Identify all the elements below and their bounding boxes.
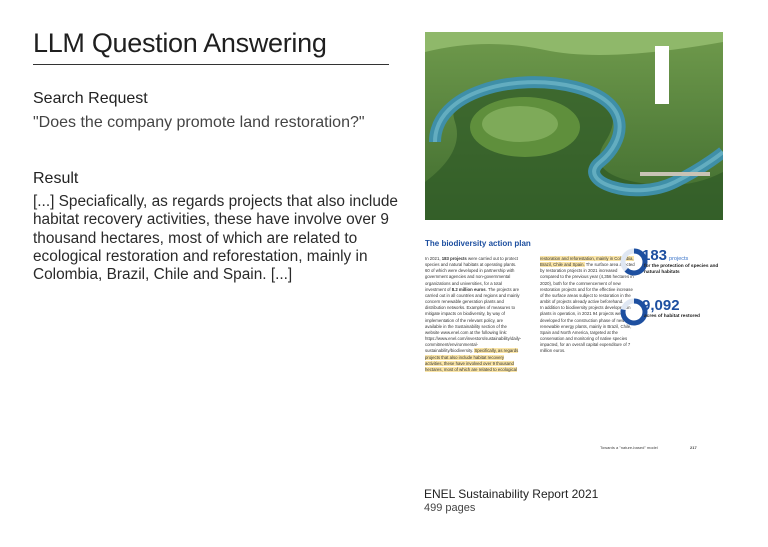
search-request-label: Search Request (33, 90, 148, 107)
search-query-text: "Does the company promote land restoration?" (33, 114, 365, 131)
document-footer-text: Towards a "nature-based" model (600, 445, 658, 450)
report-page-count: 499 pages (424, 502, 476, 514)
document-page-number: 217 (690, 445, 697, 450)
title-divider (33, 64, 389, 65)
result-text: [...] Speciafically, as regards projects that also include habitat recovery activities, these have involve over 9 thousand hectares, most of which are related to ecological restoration and reforestation, mainly in Colombia, Brazil, Chile and Spain. [...] (33, 193, 398, 284)
stat-hectares (620, 298, 730, 338)
document-section-heading: The biodiversity action plan (425, 239, 531, 248)
stat-number: 183 projects (642, 247, 689, 264)
stat-caption: for the protection of species and natural habitats (644, 264, 719, 275)
report-title[interactable]: ENEL Sustainability Report 2021 (424, 487, 599, 501)
document-column-2: restoration and reforestation, mainly in Colombia, Brazil, Chile and Spain. The surface area affected by restoration projects in 2021 increased compared to the previous year (4,356 hectares in 2020), both for the commencement of new restoration projects and for the effective increase of the surface areas subject to restoration in the ambit of projects already active beforehand. In addition to biodiversity projects developed on plants in operation, in 2021 94 projects were developed for the construction phase of new renewable energy plants, mainly in Brazil, Chile, Spain and North America, targeted at the conservation and monitoring of native species impacted, for an overall capital expenditure of 7 million euros. (540, 256, 635, 354)
river-landscape-photo (425, 32, 723, 220)
stat-caption: acres of habitat restored (644, 314, 700, 319)
stat-number: 9,092 (642, 297, 680, 314)
highlighted-passage: restoration and reforestation, mainly in Colombia, Brazil, Chile and Spain. (540, 256, 634, 268)
page-title: LLM Question Answering (33, 28, 327, 58)
document-page-preview (420, 30, 728, 450)
document-column-1: In 2021, 183 projects were carried out to protect species and natural habitats at operating plants. 60 of which were developed in partnership with government agencies and non-governmental organizations and universities, for a total investment of 8.2 million euros. The projects are carried out in all countries and regions and mainly concern renewable generation plants and distribution networks. Examples of measures to mitigate impacts on biodiversity, by way of implementation of the relevant policy, are available in the Sustainability section of the website www.enel.com at the following link: https://www.enel.com/investors/sustainability/daily-commitment/environmental-sustainability/biodiversity. Specifically, as regards projects that also include habitat recovery activities, these have involved over 9 thousand hectares, most of which are related to ecological (425, 256, 522, 372)
highlighted-passage: Specifically, as regards projects that also include habitat recovery activities, these have involved over 9 thousand hectares, most of which are related to ecological (425, 348, 519, 372)
stat-projects (620, 248, 730, 288)
result-label: Result (33, 170, 79, 187)
